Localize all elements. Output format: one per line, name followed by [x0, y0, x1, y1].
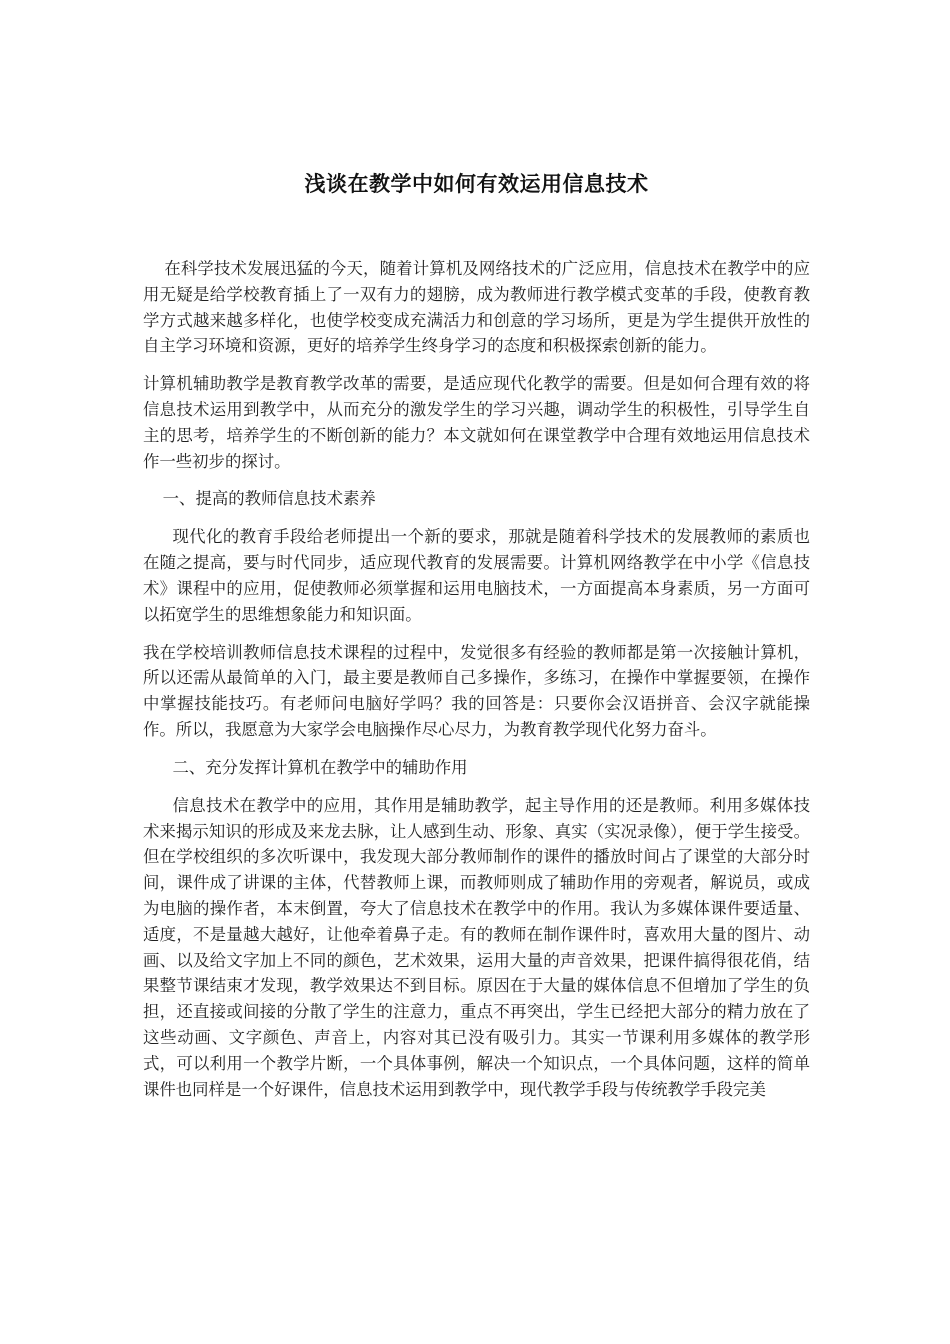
document-title: 浅谈在教学中如何有效运用信息技术 — [304, 172, 649, 196]
section-2-paragraph-1: 信息技术在教学中的应用，其作用是辅助教学，起主导作用的还是教师。利用多媒体技术来揭示知识的形成及来龙去脉，让人感到生动、形象、真实（实况录像），便于学生接受。但在学校组织的多次听课中，我发现大部分教师制作的课件的播放时间占了课堂的大部分时间，课件成了讲课的主体，代替教师上课，而教师则成了辅助作用的旁观者，解说员，或成为电脑的操作者，本末倒置，夸大了信息技术在教学中的作用。我认为多媒体课件要适量、适度，不是量越大越好，让他牵着鼻子走。有的教师在制作课件时，喜欢用大量的图片、动画、以及给文字加上不同的颜色，艺术效果，运用大量的声音效果，把课件搞得很花俏，结果整节课结束才发现，教学效果达不到目标。原因在于大量的媒体信息不但增加了学生的负担，还直接或间接的分散了学生的注意力，重点不再突出，学生已经把大部分的精力放在了这些动画、文字颜色、声音上，内容对其已没有吸引力。其实一节课利用多媒体的教学形式，可以利用一个教学片断，一个具体事例，解决一个知识点，一个具体问题，这样的简单课件也同样是一个好课件，信息技术运用到教学中，现代教学手段与传统教学手段完美 — [143, 795, 810, 1099]
document-body — [143, 168, 810, 1114]
section-1-paragraph-2: 我在学校培训教师信息技术课程的过程中，发觉很多有经验的教师都是第一次接触计算机，所以还需从最简单的入门，最主要是教师自己多操作，多练习，在操作中掌握要领，在操作中掌握技能技巧。有老师问电脑好学吗？我的回答是：只要你会汉语拼音、会汉字就能操作。所以，我愿意为大家学会电脑操作尽心尽力，为教育教学现代化努力奋斗。 — [143, 642, 810, 739]
section-heading-1: 一、提高的教师信息技术素养 — [162, 489, 376, 509]
purpose-paragraph: 计算机辅助教学是教育教学改革的需要，是适应现代化教学的需要。但是如何合理有效的将信息技术运用到教学中，从而充分的激发学生的学习兴趣，调动学生的积极性，引导学生自主的思考，培养学生的不断创新的能力？本文就如何在课堂教学中合理有效地运用信息技术作一些初步的探讨。 — [143, 374, 810, 471]
section-heading-2: 二、充分发挥计算机在教学中的辅助作用 — [172, 757, 468, 777]
intro-paragraph: 在科学技术发展迅猛的今天，随着计算机及网络技术的广泛应用，信息技术在教学中的应用无疑是给学校教育插上了一双有力的翅膀，成为教师进行教学模式变革的手段，使教育教学方式越来越多样化，也使学校变成充满活力和创意的学习场所，更是为学生提供开放性的自主学习环境和资源，更好的培养学生终身学习的态度和积极探索创新的能力。 — [143, 259, 810, 356]
section-1-paragraph-1: 现代化的教育手段给老师提出一个新的要求，那就是随着科学技术的发展教师的素质也在随之提高，要与时代同步，适应现代教育的发展需要。计算机网络教学在中小学《信息技术》课程中的应用，促使教师必须掌握和运用电脑技术，一方面提高本身素质，另一方面可以拓宽学生的思维想象能力和知识面。 — [143, 527, 810, 624]
